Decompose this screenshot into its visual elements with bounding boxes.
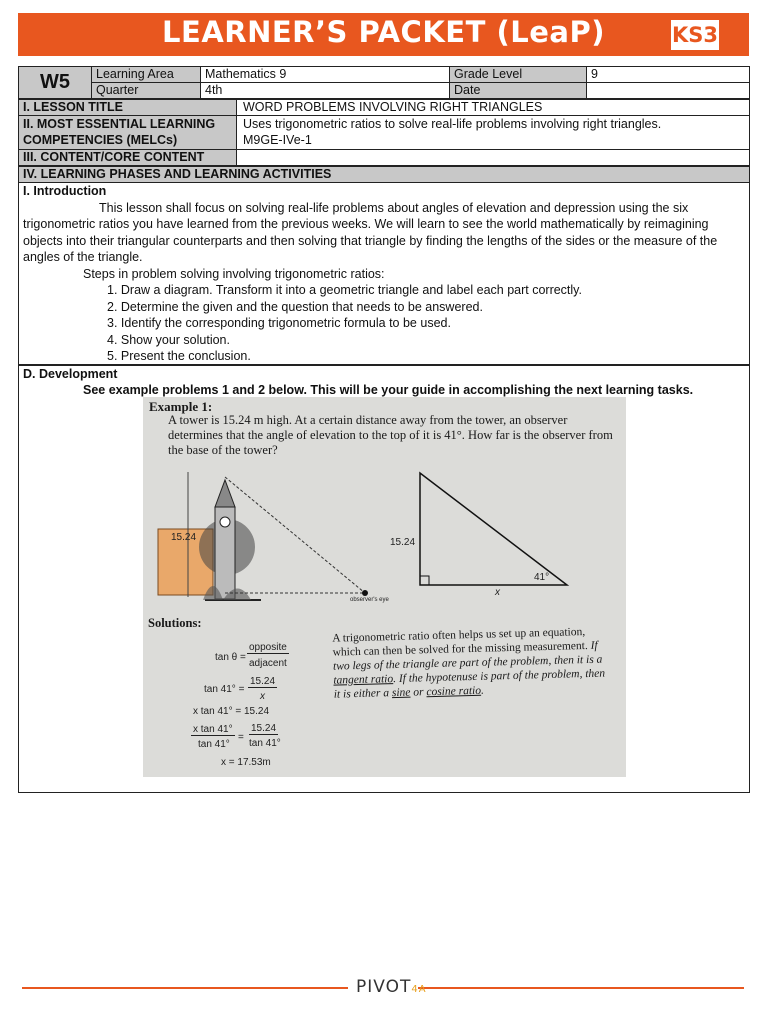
introduction-paragraph: This lesson shall focus on solving real-life problems about angles of elevation and depression using the six trigonometric ratios you have learned from the previous weeks. We will learn to see the world mathematically by reimagining objects into their triangular counterparts and then solving that triangle by finding the lengths of the sides or the measure of the angles of the triangle. [23, 200, 718, 264]
note-italic-2: . If the hypotenuse is part of the problem, then it is either a [333, 667, 606, 701]
eq4-equals: = [238, 732, 244, 743]
grade-level-label: Grade Level [450, 67, 587, 83]
melc-value [237, 116, 749, 149]
footer-line-right [418, 987, 744, 989]
quarter-label: Quarter [92, 83, 201, 99]
content-value [237, 150, 749, 165]
learning-area-label: Learning Area [92, 67, 201, 83]
eq4-left-numerator: x tan 41° [193, 724, 233, 735]
melc-label-line1: II. MOST ESSENTIAL LEARNING [23, 117, 216, 131]
week-cell: W5 [19, 67, 92, 99]
note-cosine: cosine ratio [426, 684, 482, 699]
list-item: 2. Determine the given and the question that needs to be answered. [107, 299, 483, 314]
note-italic-1: If two legs of the triangle are part of the problem, then it is a [332, 639, 603, 673]
eq1-lhs: tan θ = [215, 652, 246, 663]
introduction-heading: I. Introduction [23, 184, 107, 198]
footer-line-left [22, 987, 348, 989]
eq4-right-numerator: 15.24 [251, 723, 277, 734]
example-photo [143, 397, 626, 777]
lesson-title-row [18, 99, 750, 116]
pivot-logo-suffix: 4A [411, 984, 427, 995]
content-row [18, 150, 750, 166]
triangle-side-label: 15.24 [390, 537, 416, 548]
eq3: x tan 41° = 15.24 [193, 706, 270, 717]
note-italic-3: or [413, 686, 424, 699]
solutions-label: Solutions: [148, 616, 202, 630]
ks3-badge: KS3 [671, 20, 719, 50]
tower-height-label: 15.24 [171, 532, 197, 543]
eq2-denominator: x [260, 691, 265, 702]
list-item: 5. Present the conclusion. [107, 349, 251, 363]
steps-heading: Steps in problem solving involving trigonometric ratios: [83, 266, 385, 281]
melc-value-line1: Uses trigonometric ratios to solve real-life problems involving right triangles. [243, 117, 662, 131]
eq4-right-denominator: tan 41° [249, 738, 281, 749]
packet-title: LEARNER’S PACKET (LeaP) [162, 15, 605, 49]
introduction-section [18, 183, 750, 365]
learning-phases-heading: IV. LEARNING PHASES AND LEARNING ACTIVITIES [18, 166, 750, 183]
list-item: 3. Identify the corresponding trigonometric formula to be used. [107, 316, 451, 330]
learning-area-value: Mathematics 9 [201, 67, 450, 83]
development-heading: D. Development [23, 367, 118, 381]
note-end: . [480, 684, 485, 697]
lesson-title-value: WORD PROBLEMS INVOLVING RIGHT TRIANGLES [243, 100, 543, 114]
header-table [18, 66, 750, 99]
triangle-angle-label: 41° [534, 572, 550, 583]
date-value [587, 83, 750, 99]
melc-row [18, 116, 750, 150]
example-title: Example 1: [149, 399, 213, 414]
eq2-lhs: tan 41° = [204, 684, 245, 695]
list-item: 1. Draw a diagram. Transform it into a geometric triangle and label each part correctly. [107, 283, 582, 297]
lesson-title-label: I. LESSON TITLE [19, 100, 237, 115]
development-guide: See example problems 1 and 2 below. This will be your guide in accomplishing the next learning tasks. [83, 383, 694, 397]
pivot-logo [356, 977, 427, 997]
list-item: 4. Show your solution. [107, 332, 230, 347]
eq2-numerator: 15.24 [250, 676, 276, 687]
eq4-left-denominator: tan 41° [198, 739, 230, 750]
eq1-numerator: opposite [249, 642, 287, 653]
quarter-value: 4th [201, 83, 450, 99]
melc-label [19, 116, 237, 149]
content-label: III. CONTENT/CORE CONTENT [19, 150, 237, 165]
steps-list [23, 282, 745, 365]
tower-illustration [143, 462, 626, 612]
note-tangent: tangent ratio [333, 673, 394, 687]
melc-label-line2: COMPETENCIES (MELCs) [23, 133, 178, 147]
header-banner [18, 13, 749, 56]
melc-code: M9GE-IVe-1 [243, 133, 312, 147]
trig-ratio-note [332, 624, 614, 701]
eq1-denominator: adjacent [249, 658, 287, 669]
example-problem: A tower is 15.24 m high. At a certain distance away from the tower, an observer determines that the angle of elevation to the top of it is 41°. How far is the observer from the base of the tower? [168, 413, 613, 457]
date-label: Date [450, 83, 587, 99]
observer-label: observer's eye [350, 597, 389, 603]
grade-level-value: 9 [587, 67, 750, 83]
answer: x = 17.53m [221, 757, 271, 768]
pivot-logo-text: PIVOT [356, 977, 412, 997]
note-sine: sine [391, 686, 411, 700]
triangle-base-label: x [495, 587, 500, 598]
note-plain: A trigonometric ratio often helps us set up an equation, which can then be solved for the missing measurement. [332, 626, 588, 659]
